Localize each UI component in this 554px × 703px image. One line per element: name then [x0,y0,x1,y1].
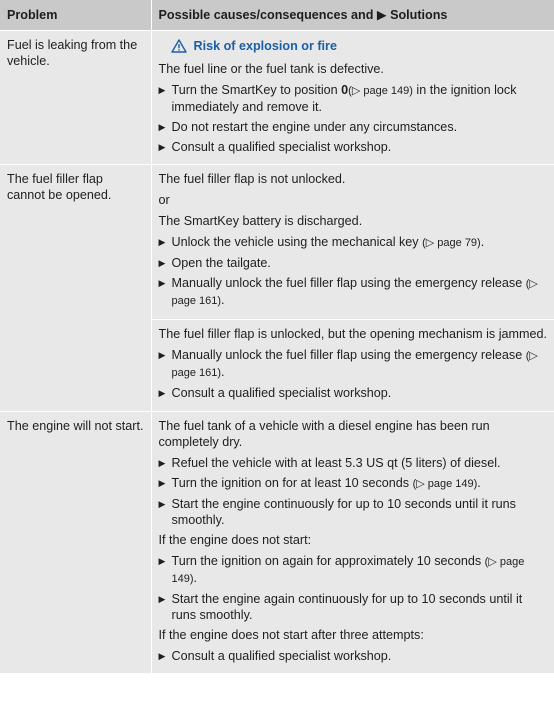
solution-list [159,455,548,528]
header-problem: Problem [0,0,151,31]
solution-step: ▶ Refuel the vehicle with at least 5.3 US qt (5 liters) of diesel. [159,455,548,471]
solution-step: ▶ Start the engine again continuously for up to 10 seconds until it runs smoothly. [159,591,548,623]
cause-text: The fuel filler flap is not unlocked. [158,172,346,186]
header-row [0,0,554,31]
warning-text: Risk of explosion or fire [193,39,337,53]
table-row [0,31,554,165]
solution-step: ▶ Open the tailgate. [159,255,548,271]
condition-text: If the engine does not start: [158,533,312,547]
solution-step: ▶ Manually unlock the fuel filler flap using the emergency release (▷ page 161). [159,275,548,309]
cause-text: The fuel line or the fuel tank is defective. [158,62,384,76]
table-row [0,165,554,412]
solution-cell [151,412,554,674]
problem-cell: Fuel is leaking from the vehicle. [0,31,151,165]
solution-cell [151,31,554,165]
solution-cell [151,165,554,412]
solution-block [152,319,554,411]
warning-heading [171,38,548,54]
solution-step: ▶ Turn the ignition on again for approximately 10 seconds (▷ page 149). [159,553,548,587]
page-reference: (▷ page 149) [348,85,413,97]
solution-step: ▶ Consult a qualified specialist workshop. [159,648,548,664]
solution-list [159,347,548,401]
warning-triangle-icon [171,39,187,53]
problem-cell: The fuel filler flap cannot be opened. [0,165,151,412]
problem-cell: The engine will not start. [0,412,151,674]
solution-step: ▶ Turn the ignition on for at least 10 seconds (▷ page 149). [159,475,548,492]
cause-text: The SmartKey battery is discharged. [158,214,363,228]
header-solutions: Possible causes/consequences and ▶ Solutions [151,0,554,31]
page-reference: (▷ page 161) [171,278,538,307]
solution-step: ▶ Unlock the vehicle using the mechanical key (▷ page 79). [159,234,548,251]
cause-text: The fuel filler flap is unlocked, but the opening mechanism is jammed. [158,327,548,341]
page-reference: (▷ page 161) [171,350,538,379]
condition-text: If the engine does not start after three attempts: [158,628,424,642]
solution-list [159,234,548,309]
key-position: 0 [341,83,349,97]
solution-step: ▶ Turn the SmartKey to position 0(▷ page 149) in the ignition lock immediately and remove it. [159,82,548,115]
table-row [0,412,554,674]
or-text: or [158,193,170,207]
solution-step: ▶ Consult a qualified specialist workshop. [159,139,548,155]
solution-step: ▶ Start the engine continuously for up to 10 seconds until it runs smoothly. [159,496,548,528]
cause-text: The fuel tank of a vehicle with a diesel engine has been run completely dry. [158,419,490,449]
solution-step: ▶ Do not restart the engine under any circumstances. [159,119,548,135]
solution-list [159,82,548,155]
solution-list [159,648,548,664]
page-reference: (▷ page 79) [422,237,481,249]
solution-block [152,165,554,319]
solution-step: ▶ Manually unlock the fuel filler flap using the emergency release (▷ page 161). [159,347,548,381]
page-reference: (▷ page 149) [171,556,525,585]
solution-step: ▶ Consult a qualified specialist workshop. [159,385,548,401]
solution-list [159,553,548,623]
page-reference: (▷ page 149) [412,478,478,490]
